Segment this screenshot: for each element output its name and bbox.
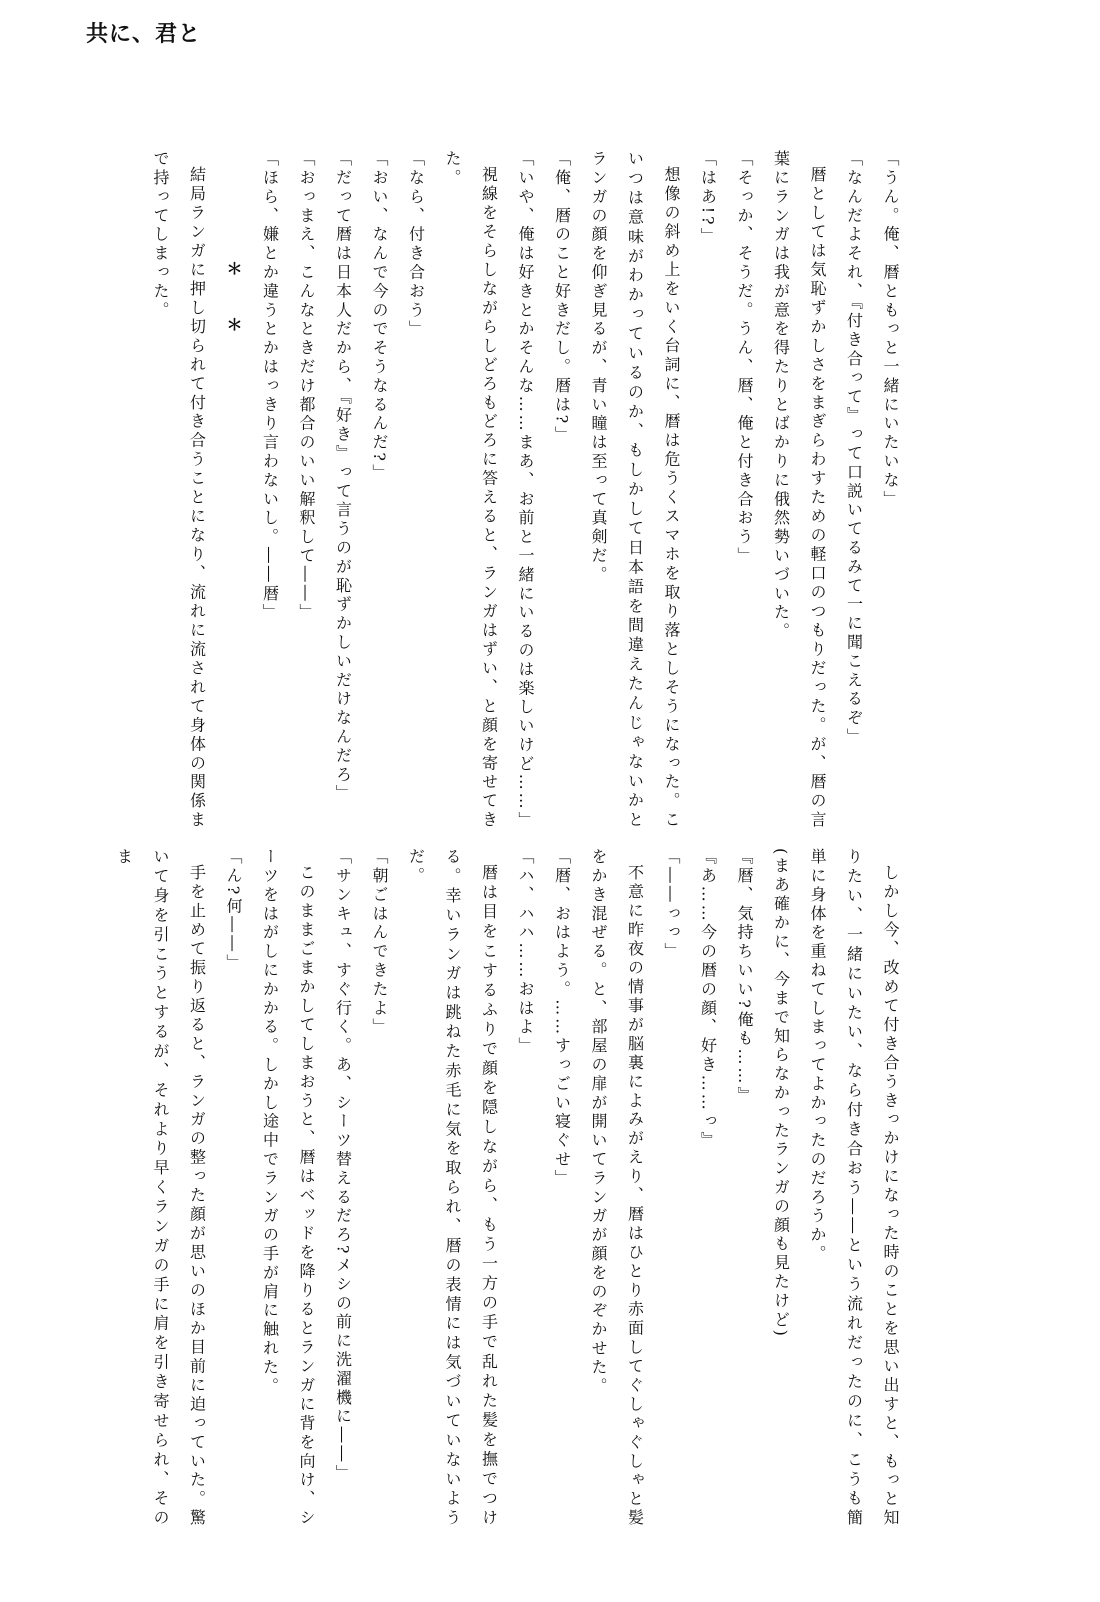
paragraph: 「はあ!?」	[698, 150, 718, 247]
paragraph: 結局ランガに押し切られて付き合うことになり、流れに流されて身体の関係まで持ってしまった。	[151, 150, 207, 830]
upper-text-block	[78, 150, 908, 830]
paragraph: 暦としては気恥ずかしさをまぎらわすための軽口のつもりだった。が、暦の言葉にランガは我が意を得たりとばかりに俄然勢いづいた。	[771, 150, 827, 830]
paragraph: 「ハ、ハハ……おはよ」	[516, 848, 535, 1056]
paragraph: 「だって暦は日本人だから、『好き』って言うのが恥ずかしいだけなんだろ」	[333, 150, 353, 804]
paragraph: このままごまかしてしまおうと、暦はベッドを降りるとランガに背を向け、シーツをはがしにかかる。しかし途中でランガの手が肩に触れた。	[260, 848, 316, 1528]
paragraph: (まあ確かに、今まで知らなかったランガの顔も見たけど)	[771, 848, 791, 1339]
paragraph: 「サンキュ、すぐ行く。あ、シーツ替えるだろ?メシの前に洗濯機に――」	[333, 848, 353, 1484]
paragraph: しかし今、改めて付き合うきっかけになった時のことを思い出すと、もっと知りたい、一緒にいたい、なら付き合おう――という流れだったのに、こうも簡単に身体を重ねてしまってよかったのだろうか。	[808, 848, 900, 1528]
paragraph: 「そっか、そうだ。うん、暦、俺と付き合おう」	[735, 150, 754, 566]
paragraph: 「朝ごはんできたよ」	[370, 848, 389, 1037]
paragraph: 「なら、付き合おう」	[406, 150, 426, 339]
paragraph: 「暦、おはよう。……すっごい寝ぐせ」	[552, 848, 572, 1189]
section-break: ＊＊	[224, 260, 243, 372]
paragraph: 視線をそらしながらしどろもどろに答えると、ランガはずい、と顔を寄せてきた。	[443, 150, 499, 830]
paragraph: 『暦、気持ちいい?俺も……』	[735, 848, 754, 1106]
paragraph: 「俺、暦のこと好きだし。暦は?」	[552, 150, 572, 445]
paragraph: 手を止めて振り返ると、ランガの整った顔が思いのほか目前に迫っていた。驚いて身を引こうとするが、それより早くランガの手に肩を引き寄せられ、そのま	[114, 848, 207, 1528]
paragraph: 『あ……今の暦の顔、好き……っ』	[698, 848, 718, 1151]
paragraph: 不意に昨夜の情事が脳裏によみがえり、暦はひとり赤面してぐしゃぐしゃと髪をかき混ぜる。と、部屋の扉が開いてランガが顔をのぞかせた。	[589, 848, 645, 1528]
paragraph: 「うん。俺、暦ともっと一緒にいたいな」	[881, 150, 900, 510]
paragraph: 「なんだよそれ、『付き合って』って口説いてるみて一に聞こえるぞ」	[844, 150, 864, 747]
paragraph: 「――っっ」	[662, 848, 681, 962]
paragraph: 「おっまえ、こんなときだけ都合のいい解釈して――」	[297, 150, 316, 623]
paragraph: 「おい、なんで今のでそうなるんだ?」	[370, 150, 389, 483]
page-title: 共に、君と	[86, 22, 202, 47]
paragraph: 「いや、俺は好きとかそんな……まあ、お前と一緒にいるのは楽しいけど……」	[516, 150, 535, 830]
paragraph: 想像の斜め上をいく台詞に、暦は危うくスマホを取り落としそうになった。こいつは意味がわかっているのか、もしかして日本語を間違えたんじゃないかとランガの顔を仰ぎ見るが、青い瞳は至って真剣だ。	[589, 150, 681, 830]
paragraph: 「ん?何――」	[224, 848, 243, 973]
lower-text-block	[78, 848, 908, 1528]
paragraph: 暦は目をこするふりで顔を隠しながら、もう一方の手で乱れた髪を撫でつける。幸いランガは跳ねた赤毛に気を取られ、暦の表情には気づいていないようだ。	[406, 848, 499, 1528]
paragraph: 「ほら、嫌とか違うとかはっきり言わないし。――暦」	[260, 150, 280, 623]
